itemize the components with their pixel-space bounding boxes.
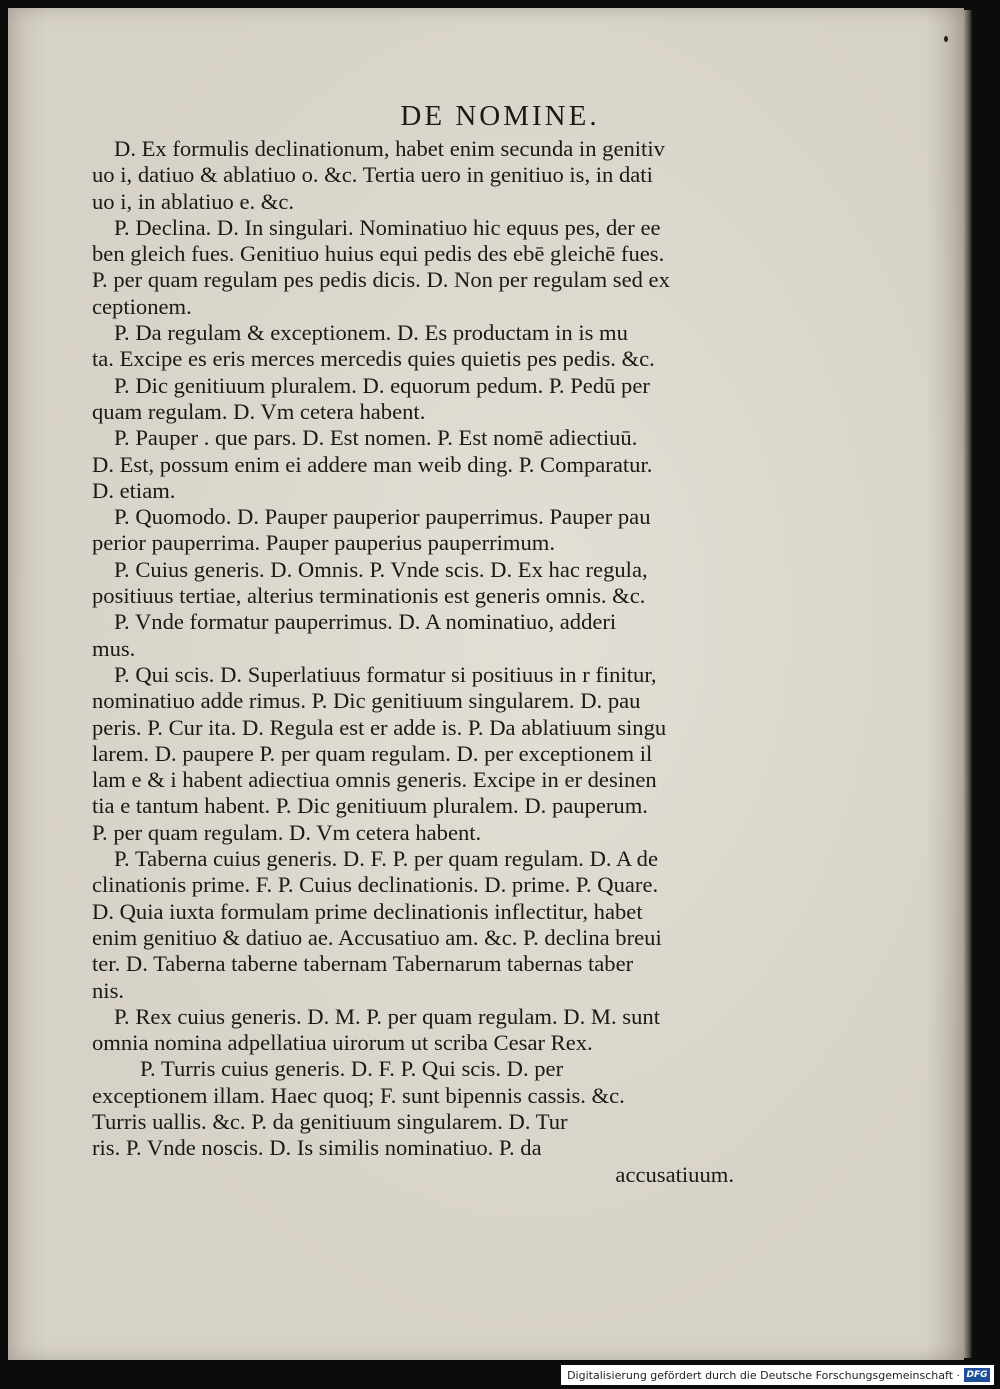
page-edge — [964, 10, 972, 1358]
text-line: P. Cuius generis. D. Omnis. P. Vnde scis. D. Ex hac regula, — [114, 556, 648, 582]
text-line: P. Da regulam & exceptionem. D. Es productam in is mu — [114, 320, 628, 346]
text-line: P. Pauper . que pars. D. Est nomen. P. Est nomē adiectiuū. — [114, 425, 638, 451]
body-text — [92, 136, 752, 1188]
text-line: positiuus tertiae, alterius terminationis est generis omnis. &c. — [92, 583, 646, 609]
text-line: omnia nomina adpellatiua uirorum ut scriba Cesar Rex. — [92, 1030, 593, 1056]
text-line: ris. P. Vnde noscis. D. Is similis nominatiuo. P. da — [92, 1135, 542, 1161]
text-line: P. Quomodo. D. Pauper pauperior pauperrimus. Pauper pau — [114, 504, 651, 530]
text-line-catchword: accusatiuum. — [615, 1161, 734, 1187]
text-line: P. Rex cuius generis. D. M. P. per quam regulam. D. M. sunt — [114, 1003, 660, 1029]
text-line: ben gleich fues. Genitiuo huius equi pedis des ebē gleichē fues. — [92, 241, 665, 267]
ink-spot — [944, 36, 948, 42]
text-line: larem. D. paupere P. per quam regulam. D. per exceptionem il — [92, 740, 653, 766]
text-line: P. Qui scis. D. Superlatiuus formatur si positiuus in r finitur, — [114, 661, 657, 687]
text-line: D. Quia iuxta formulam prime declinationis inflectitur, habet — [92, 898, 643, 924]
text-line: mus. — [92, 635, 136, 661]
text-line: clinationis prime. F. P. Cuius declinationis. D. prime. P. Quare. — [92, 872, 659, 898]
text-line: nis. — [92, 977, 125, 1003]
text-line: P. Dic genitiuum pluralem. D. equorum pedum. P. Pedū per — [114, 372, 650, 398]
text-line: P. Taberna cuius generis. D. F. P. per quam regulam. D. A de — [114, 846, 659, 872]
text-line: P. Vnde formatur pauperrimus. D. A nominatiuo, adderi — [114, 609, 617, 635]
text-line: exceptionem illam. Haec quoq; F. sunt bipennis cassis. &c. — [92, 1082, 625, 1108]
text-line: D. Est, possum enim ei addere man weib ding. P. Comparatur. — [92, 451, 653, 477]
text-line: ter. D. Taberna taberne tabernam Tabernarum tabernas taber — [92, 951, 634, 977]
digitization-credit — [561, 1365, 994, 1385]
credit-text: Digitalisierung gefördert durch die Deutsche Forschungsgemeinschaft · — [567, 1368, 960, 1382]
text-line: nominatiuo adde rimus. P. Dic genitiuum singularem. D. pau — [92, 688, 641, 714]
text-line: D. Ex formulis declinationum, habet enim secunda in genitiv — [114, 136, 665, 161]
text-line: P. Declina. D. In singulari. Nominatiuo hic equus pes, der ee — [114, 214, 661, 240]
text-line: uo i, in ablatiuo e. &c. — [92, 188, 295, 214]
text-line: ceptionem. — [92, 293, 192, 319]
dfg-logo: DFG — [964, 1368, 990, 1382]
page-header: DE NOMINE. — [400, 100, 600, 132]
text-line: P. per quam regulam pes pedis dicis. D. Non per regulam sed ex — [92, 267, 670, 293]
text-line: P. per quam regulam. D. Vm cetera habent. — [92, 819, 482, 845]
text-line: peris. P. Cur ita. D. Regula est er adde is. P. Da ablatiuum singu — [92, 714, 667, 740]
text-line: lam e & i habent adiectiua omnis generis. Excipe in er desinen — [92, 767, 657, 793]
text-line: enim genitiuo & datiuo ae. Accusatiuo am. &c. P. declina breui — [92, 924, 662, 950]
text-line: ta. Excipe es eris merces mercedis quies quietis pes pedis. &c. — [92, 346, 655, 372]
text-line: tia e tantum habent. P. Dic genitiuum pluralem. D. pauperum. — [92, 793, 648, 819]
text-line: Turris uallis. &c. P. da genitiuum singularem. D. Tur — [92, 1108, 568, 1134]
text-line: uo i, datiuo & ablatiuo o. &c. Tertia uero in genitiuo is, in dati — [92, 162, 653, 188]
text-line: quam regulam. D. Vm cetera habent. — [92, 398, 426, 424]
text-line: D. etiam. — [92, 477, 176, 503]
text-line: P. Turris cuius generis. D. F. P. Qui scis. D. per — [140, 1056, 564, 1082]
text-line: perior pauperrima. Pauper pauperius pauperrimum. — [92, 530, 556, 556]
